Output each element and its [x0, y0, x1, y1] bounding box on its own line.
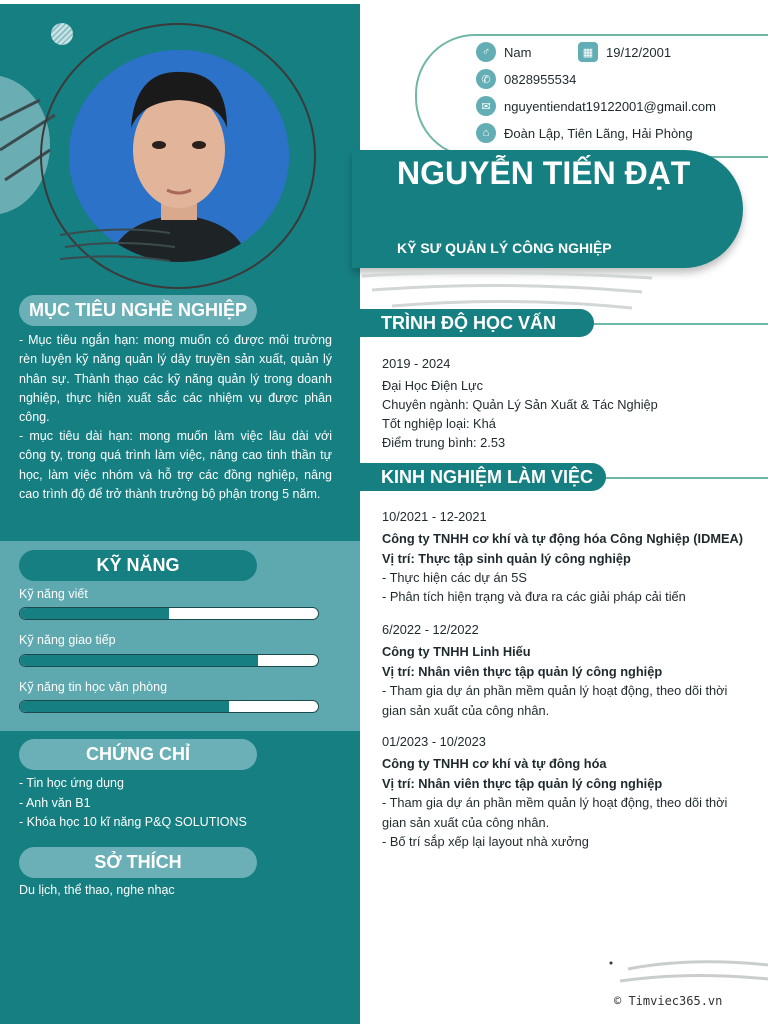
objective-heading: MỤC TIÊU NGHỀ NGHIỆP: [19, 295, 257, 326]
job-task: - Tham gia dự án phần mềm quản lý hoạt động, theo dõi thời gian sản xuất của công nhân.: [382, 795, 728, 830]
candidate-name: NGUYỄN TIẾN ĐẠT: [397, 155, 691, 191]
scribble-decoration-icon: [60, 225, 180, 275]
job-period: 6/2022 - 12/2022: [382, 622, 479, 637]
experience-heading: KINH NGHIỆM LÀM VIỆC: [352, 463, 606, 491]
objective-long-term: - mục tiêu dài hạn: mong muốn làm việc lâu dài với công ty, trong quá trình làm việc, nâng cao tinh thần tự học, làm việc nhóm và hỗ trợ các đồng nghiệp, nâng cao trình độ để trở thành trưởng bộ phận trong 5 năm.: [19, 429, 332, 501]
skill-bar-fill: [20, 608, 169, 619]
job-task: - Tham gia dự án phần mềm quản lý hoạt động, theo dõi thời gian sản xuất của công nhân.: [382, 683, 728, 718]
job-task: - Bố trí sắp xếp lại layout nhà xưởng: [382, 834, 589, 849]
birthday-text: 19/12/2001: [606, 44, 672, 60]
email-icon: ✉: [476, 96, 496, 116]
gender-text: Nam: [504, 44, 532, 60]
skills-heading: KỸ NĂNG: [19, 550, 257, 581]
skill-label: Kỹ năng giao tiếp: [19, 633, 116, 647]
job-task: - Thực hiện các dự án 5S: [382, 570, 527, 585]
skill-bar-fill: [20, 655, 258, 666]
footer-credit: © Timviec365.vn: [614, 994, 723, 1008]
divider: [606, 477, 768, 479]
job-position: Vị trí: Nhân viên thực tập quản lý công nghiệp: [382, 664, 663, 679]
address-row: [476, 123, 693, 143]
scribble-decoration-icon: [600, 955, 768, 995]
address-text: Đoàn Lập, Tiên Lãng, Hải Phòng: [504, 125, 693, 141]
list-item: - Khóa học 10 kĩ năng P&Q SOLUTIONS: [19, 815, 247, 829]
phone-icon: ✆: [476, 69, 496, 89]
job-period: 01/2023 - 10/2023: [382, 734, 486, 749]
education-period: 2019 - 2024: [382, 356, 451, 371]
hobbies-text: Du lịch, thể thao, nghe nhạc: [19, 883, 175, 897]
job-task: - Phân tích hiện trạng và đưa ra các giải pháp cải tiến: [382, 589, 686, 604]
skill-bar: [19, 654, 319, 667]
left-column: [0, 0, 360, 1024]
job-company: Công ty TNHH cơ khí và tự đông hóa: [382, 756, 607, 771]
home-icon: ⌂: [476, 123, 496, 143]
job-position: Vị trí: Thực tập sinh quản lý công nghiệp: [382, 551, 631, 566]
top-strip: [0, 0, 360, 4]
hobbies-heading: SỞ THÍCH: [19, 847, 257, 878]
gender-row: [476, 42, 531, 62]
email-text: nguyentiendat19122001@gmail.com: [504, 98, 716, 114]
calendar-icon: ▦: [578, 42, 598, 62]
gender-icon: ♂: [476, 42, 496, 62]
list-item: - Anh văn B1: [19, 795, 91, 810]
skill-label: Kỹ năng tin học văn phòng: [19, 680, 168, 694]
job-period: 10/2021 - 12-2021: [382, 509, 487, 524]
objective-short-term: - Mục tiêu ngắn hạn: mong muốn có được môi trường rèn luyện kỹ năng quản lý dây truyền sản xuất, quản lý nhân sự. Thành thạo các kỹ năng quản lý trong doanh nghiệp, thực hiện xuất sắc các nhiệm vụ được phân công.: [19, 333, 332, 425]
skill-label: Kỹ năng viết: [19, 587, 88, 601]
education-heading: TRÌNH ĐỘ HỌC VẤN: [352, 309, 594, 337]
education-gpa: Điểm trung bình: 2.53: [382, 435, 506, 450]
email-row: [476, 96, 716, 116]
phone-text: 0828955534: [504, 71, 577, 87]
phone-row: [476, 69, 576, 89]
job-company: Công ty TNHH cơ khí và tự động hóa Công Nghiệp (IDMEA): [382, 531, 744, 546]
education-major: Chuyên ngành: Quản Lý Sản Xuất & Tác Nghiệp: [382, 397, 658, 412]
certificates-heading: CHỨNG CHỈ: [19, 739, 257, 770]
job-position: Vị trí: Nhân viên thực tập quản lý công nghiệp: [382, 776, 663, 791]
divider: [594, 323, 768, 325]
skill-bar: [19, 607, 319, 620]
education-school: Đại Học Điện Lực: [382, 378, 484, 393]
candidate-title: KỸ SƯ QUẢN LÝ CÔNG NGHIỆP: [397, 240, 612, 256]
education-rank: Tốt nghiệp loại: Khá: [382, 416, 496, 431]
birthday-row: [578, 42, 671, 62]
dotted-ball-icon: [51, 23, 73, 45]
skill-bar-fill: [20, 701, 229, 712]
skill-bar: [19, 700, 319, 713]
list-item: - Tin học ứng dụng: [19, 776, 124, 790]
job-company: Công ty TNHH Linh Hiếu: [382, 644, 531, 659]
certificates-list: [19, 774, 247, 833]
